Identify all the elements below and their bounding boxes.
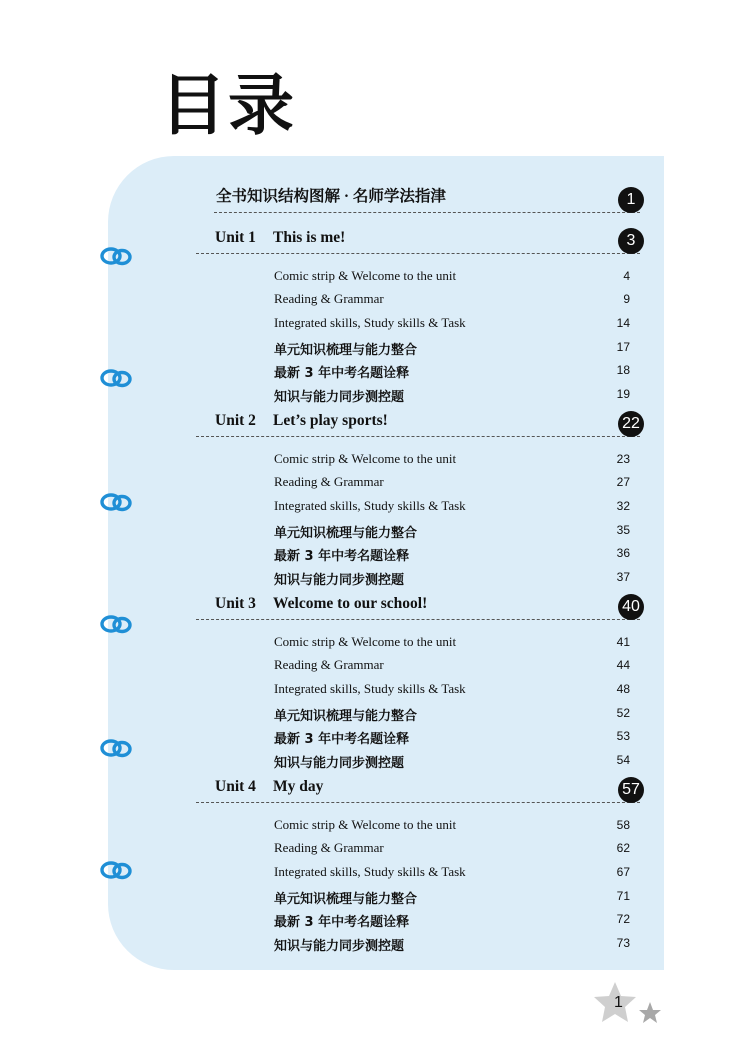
page-badge: 40: [618, 594, 644, 620]
toc-item-label: 知识与能力同步测控题: [274, 390, 405, 405]
toc-item-label: Comic strip & Welcome to the unit: [274, 817, 457, 832]
unit-heading[interactable]: [196, 585, 640, 620]
toc-item[interactable]: [274, 840, 630, 860]
binder-ring-icon: [99, 612, 135, 636]
toc-item-label: 最新 3 年中考名题诠释: [274, 732, 410, 747]
toc-item-page: 71: [616, 889, 630, 903]
toc-item-page: 41: [616, 635, 630, 649]
toc-item-page: 72: [616, 912, 630, 926]
toc-item-page: 48: [616, 682, 630, 696]
toc-item[interactable]: [274, 522, 630, 542]
toc-item-page: 35: [616, 523, 630, 537]
binder-ring-icon: [99, 366, 135, 390]
toc-entry-intro[interactable]: [214, 178, 640, 213]
unit-heading[interactable]: [196, 219, 640, 254]
toc-item[interactable]: [274, 474, 630, 494]
toc-item-label: Comic strip & Welcome to the unit: [274, 268, 457, 283]
toc-item-label: 单元知识梳理与能力整合: [274, 892, 418, 907]
toc-item-label: Reading & Grammar: [274, 474, 384, 489]
toc-item-label: Integrated skills, Study skills & Task: [274, 498, 466, 513]
toc-item[interactable]: [274, 268, 630, 288]
page-number: 1: [614, 994, 623, 1011]
toc-item-page: 37: [616, 570, 630, 584]
unit-number: Unit 2: [215, 412, 256, 429]
toc-item-page: 32: [616, 499, 630, 513]
toc-item[interactable]: [274, 681, 630, 701]
toc-item-label: 单元知识梳理与能力整合: [274, 709, 418, 724]
toc-item[interactable]: [274, 728, 630, 748]
page-badge: 22: [618, 411, 644, 437]
toc-item[interactable]: [274, 498, 630, 518]
binder-ring-icon: [99, 736, 135, 760]
toc-item[interactable]: [274, 634, 630, 654]
binder-rings: [0, 0, 160, 1054]
toc-item-label: 单元知识梳理与能力整合: [274, 343, 418, 358]
toc-item-page: 58: [616, 818, 630, 832]
toc-item[interactable]: [274, 864, 630, 884]
toc-item-label: 最新 3 年中考名题诠释: [274, 366, 410, 381]
toc-item[interactable]: [274, 705, 630, 725]
unit-number: Unit 4: [215, 778, 256, 795]
toc-item-page: 52: [616, 706, 630, 720]
page-title: 目录: [160, 67, 296, 144]
unit-number: Unit 3: [215, 595, 256, 612]
toc-item[interactable]: [274, 911, 630, 931]
toc-item-page: 14: [616, 316, 630, 330]
toc-item-page: 27: [616, 475, 630, 489]
toc-item-page: 67: [616, 865, 630, 879]
toc-item-page: 17: [616, 340, 630, 354]
toc-item-page: 18: [616, 363, 630, 377]
toc-item[interactable]: [274, 545, 630, 565]
star-icon: [590, 980, 664, 1032]
toc-item-page: 62: [616, 841, 630, 855]
unit-title: Welcome to our school!: [273, 595, 428, 612]
page-badge: 1: [618, 187, 644, 213]
page-badge: 57: [618, 777, 644, 803]
toc-item-label: Comic strip & Welcome to the unit: [274, 634, 457, 649]
toc-item[interactable]: [274, 291, 630, 311]
toc-item-page: 36: [616, 546, 630, 560]
toc-item-label: Integrated skills, Study skills & Task: [274, 681, 466, 696]
unit-title: This is me!: [273, 229, 346, 246]
toc-entry-label: 全书知识结构图解 · 名师学法指津: [216, 188, 446, 205]
toc-item-label: 最新 3 年中考名题诠释: [274, 549, 410, 564]
toc-item[interactable]: [274, 339, 630, 359]
unit-number: Unit 1: [215, 229, 256, 246]
toc-item-page: 53: [616, 729, 630, 743]
toc-item[interactable]: [274, 888, 630, 908]
toc-item-label: 知识与能力同步测控题: [274, 939, 405, 954]
toc-item-label: 知识与能力同步测控题: [274, 756, 405, 771]
toc-item-label: Reading & Grammar: [274, 291, 384, 306]
binder-ring-icon: [99, 244, 135, 268]
toc-item-page: 4: [623, 269, 630, 283]
toc-item-page: 23: [616, 452, 630, 466]
toc-item-page: 73: [616, 936, 630, 950]
unit-title: Let’s play sports!: [273, 412, 388, 429]
toc-item-page: 9: [623, 292, 630, 306]
page-badge: 3: [618, 228, 644, 254]
binder-ring-icon: [99, 490, 135, 514]
toc-item[interactable]: [274, 451, 630, 471]
unit-heading[interactable]: [196, 402, 640, 437]
toc-item-label: 知识与能力同步测控题: [274, 573, 405, 588]
toc-item-label: Reading & Grammar: [274, 657, 384, 672]
toc-item[interactable]: [274, 362, 630, 382]
toc-item-label: 单元知识梳理与能力整合: [274, 526, 418, 541]
toc-item-page: 19: [616, 387, 630, 401]
binder-ring-icon: [99, 858, 135, 882]
toc-item-label: 最新 3 年中考名题诠释: [274, 915, 410, 930]
toc-item-label: Comic strip & Welcome to the unit: [274, 451, 457, 466]
toc-item-label: Reading & Grammar: [274, 840, 384, 855]
unit-heading[interactable]: [196, 768, 640, 803]
toc-item[interactable]: [274, 657, 630, 677]
toc-item[interactable]: [274, 817, 630, 837]
toc-item-page: 54: [616, 753, 630, 767]
toc-item-page: 44: [616, 658, 630, 672]
toc-item-label: Integrated skills, Study skills & Task: [274, 315, 466, 330]
toc-item[interactable]: [274, 315, 630, 335]
toc-item-label: Integrated skills, Study skills & Task: [274, 864, 466, 879]
toc-item[interactable]: [274, 935, 630, 955]
unit-title: My day: [273, 778, 324, 795]
